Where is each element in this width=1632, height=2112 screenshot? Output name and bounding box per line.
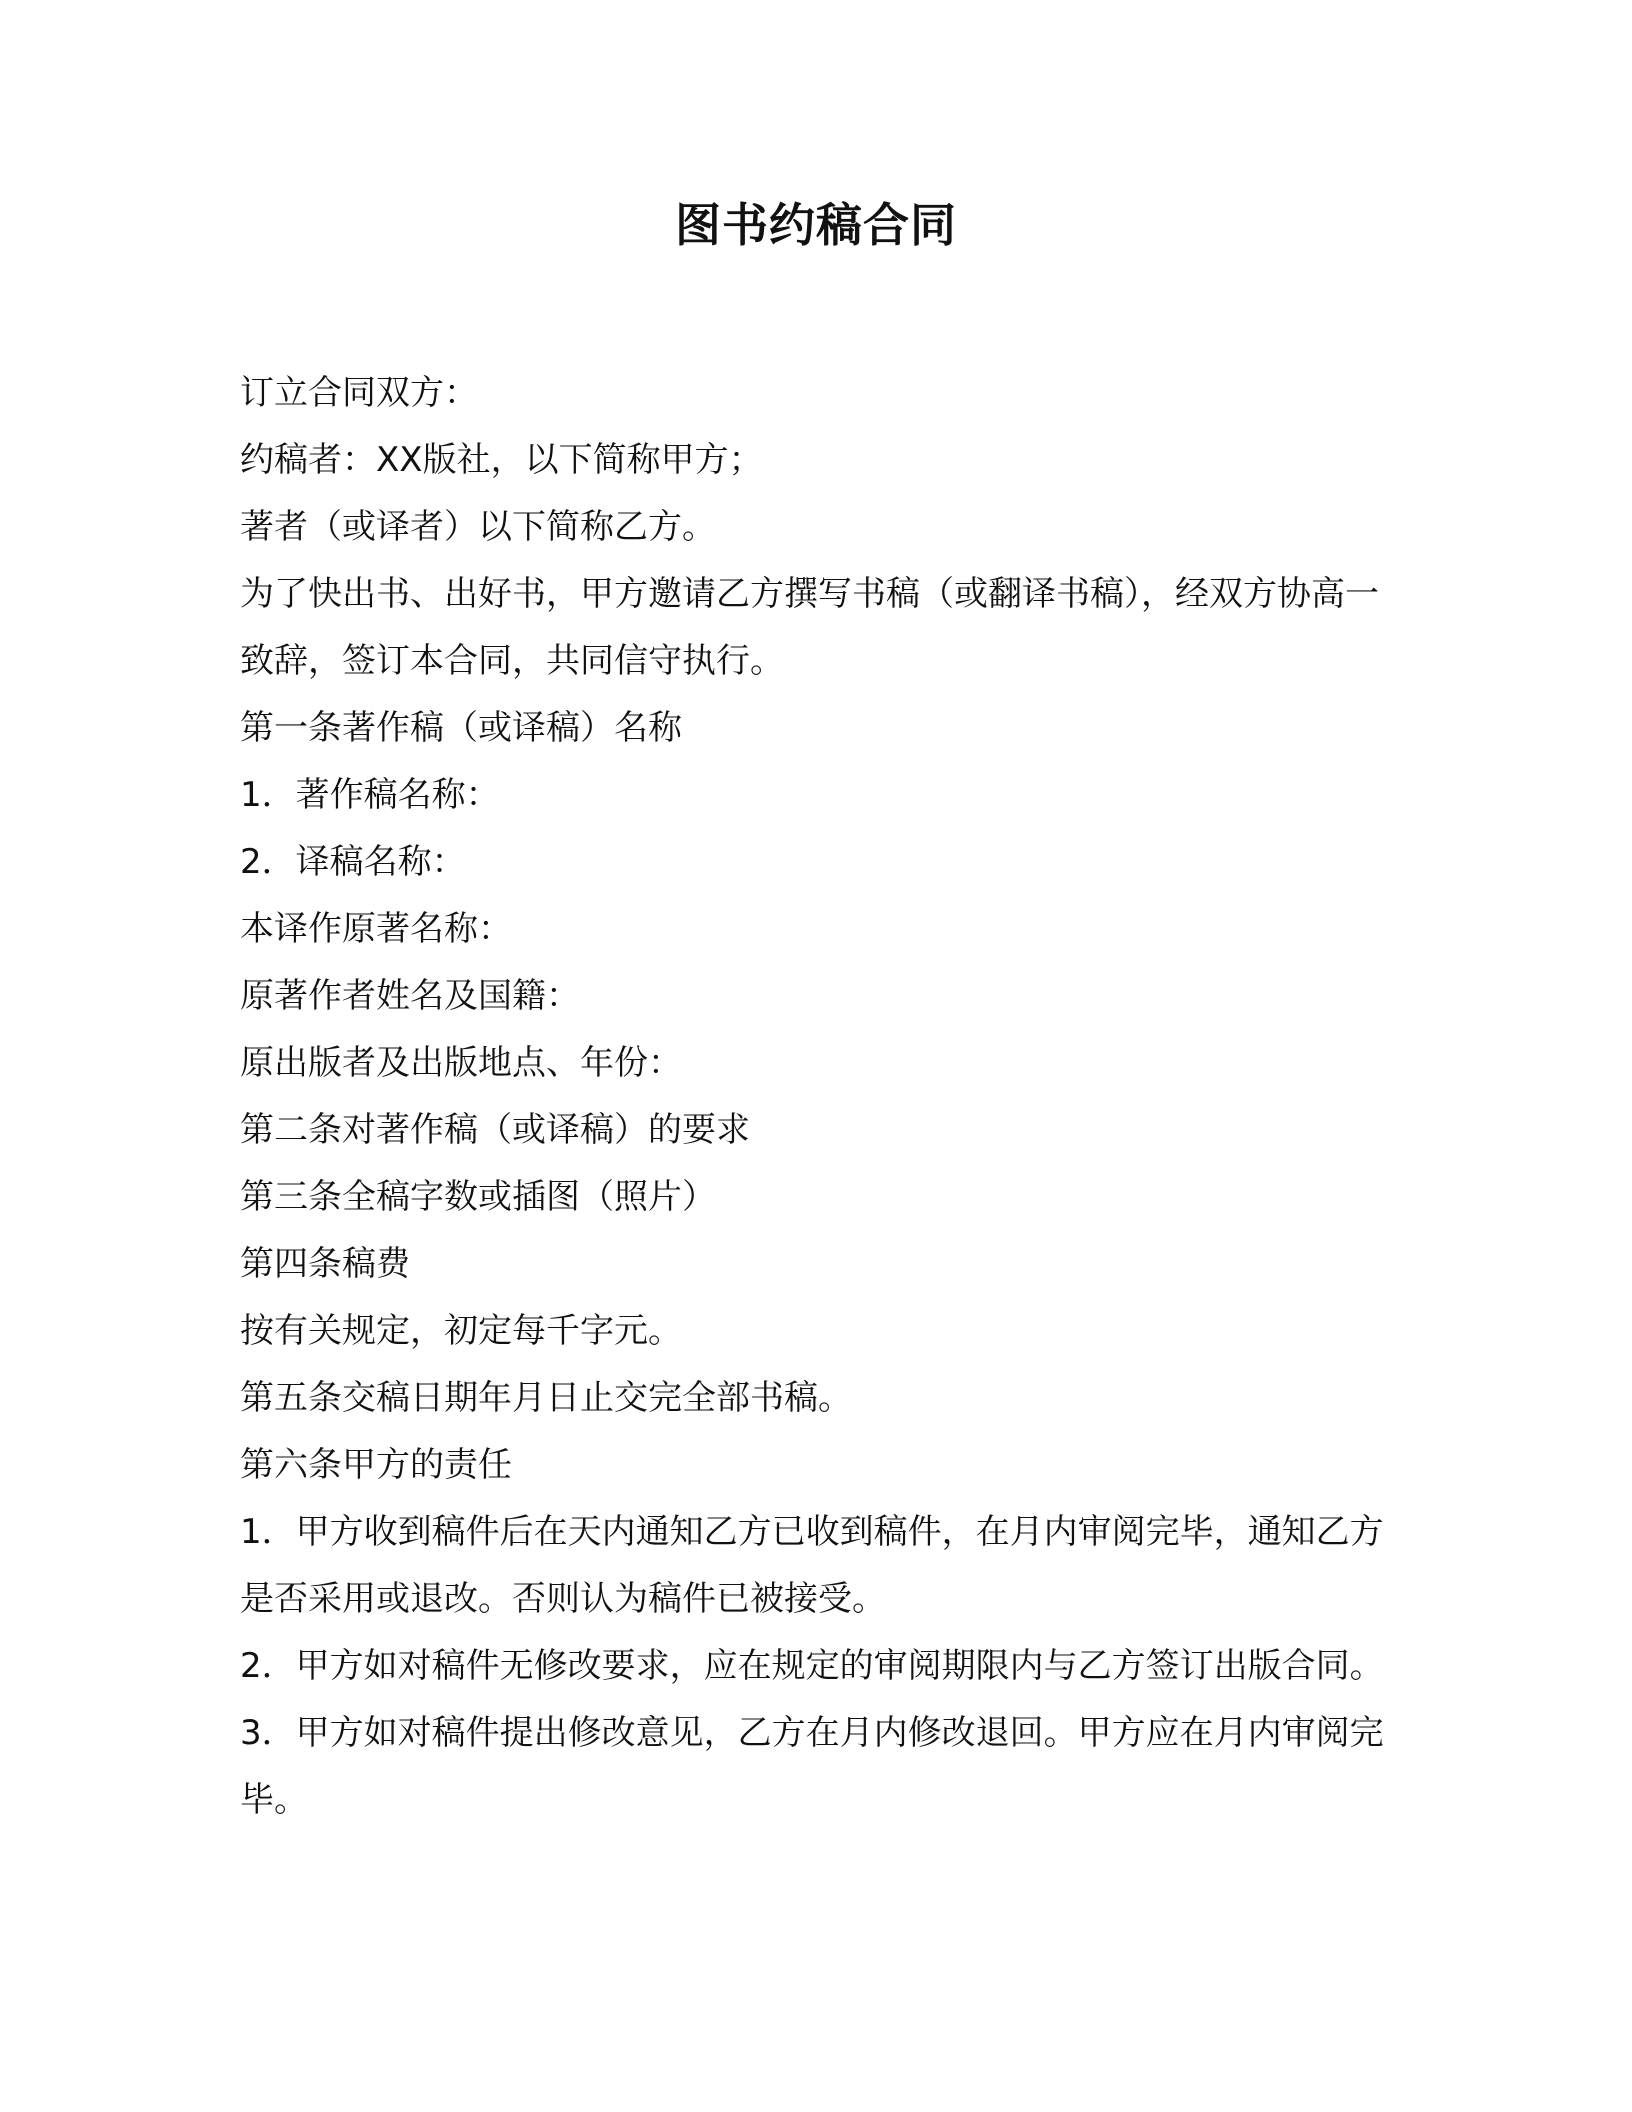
paragraph: 原出版者及出版地点、年份： [240, 1043, 682, 1083]
paragraph: 第五条交稿日期年月日止交完全部书稿。 [240, 1378, 852, 1418]
paragraph: 2．甲方如对稿件无修改要求，应在规定的审阅期限内与乙方签订出版合同。 [240, 1646, 1384, 1686]
paragraph: 本译作原著名称： [240, 909, 512, 949]
paragraph: 第二条对著作稿（或译稿）的要求 [240, 1110, 750, 1150]
paragraph: 1．甲方收到稿件后在天内通知乙方已收到稿件，在月内审阅完毕，通知乙方是否采用或退改。否则认为稿件已被接受。 [240, 1512, 1384, 1619]
paragraph: 著者（或译者）以下简称乙方。 [240, 507, 716, 547]
document-title: 图书约稿合同 [675, 198, 957, 252]
paragraph: 第一条著作稿（或译稿）名称 [240, 708, 682, 748]
paragraph: 3．甲方如对稿件提出修改意见，乙方在月内修改退回。甲方应在月内审阅完毕。 [240, 1713, 1384, 1820]
paragraph: 订立合同双方： [240, 373, 478, 413]
paragraph: 约稿者：XX版社，以下简称甲方； [240, 440, 763, 480]
document-body [240, 360, 1400, 1834]
paragraph: 第六条甲方的责任 [240, 1445, 512, 1485]
paragraph: 第四条稿费 [240, 1244, 410, 1284]
paragraph: 为了快出书、出好书，甲方邀请乙方撰写书稿（或翻译书稿），经双方协高一致辞，签订本合同，共同信守执行。 [240, 574, 1379, 681]
paragraph: 按有关规定，初定每千字元。 [240, 1311, 682, 1351]
paragraph: 2．译稿名称： [240, 842, 466, 882]
paragraph: 第三条全稿字数或插图（照片） [240, 1177, 716, 1217]
paragraph: 1．著作稿名称： [240, 775, 500, 815]
paragraph: 原著作者姓名及国籍： [240, 976, 580, 1016]
